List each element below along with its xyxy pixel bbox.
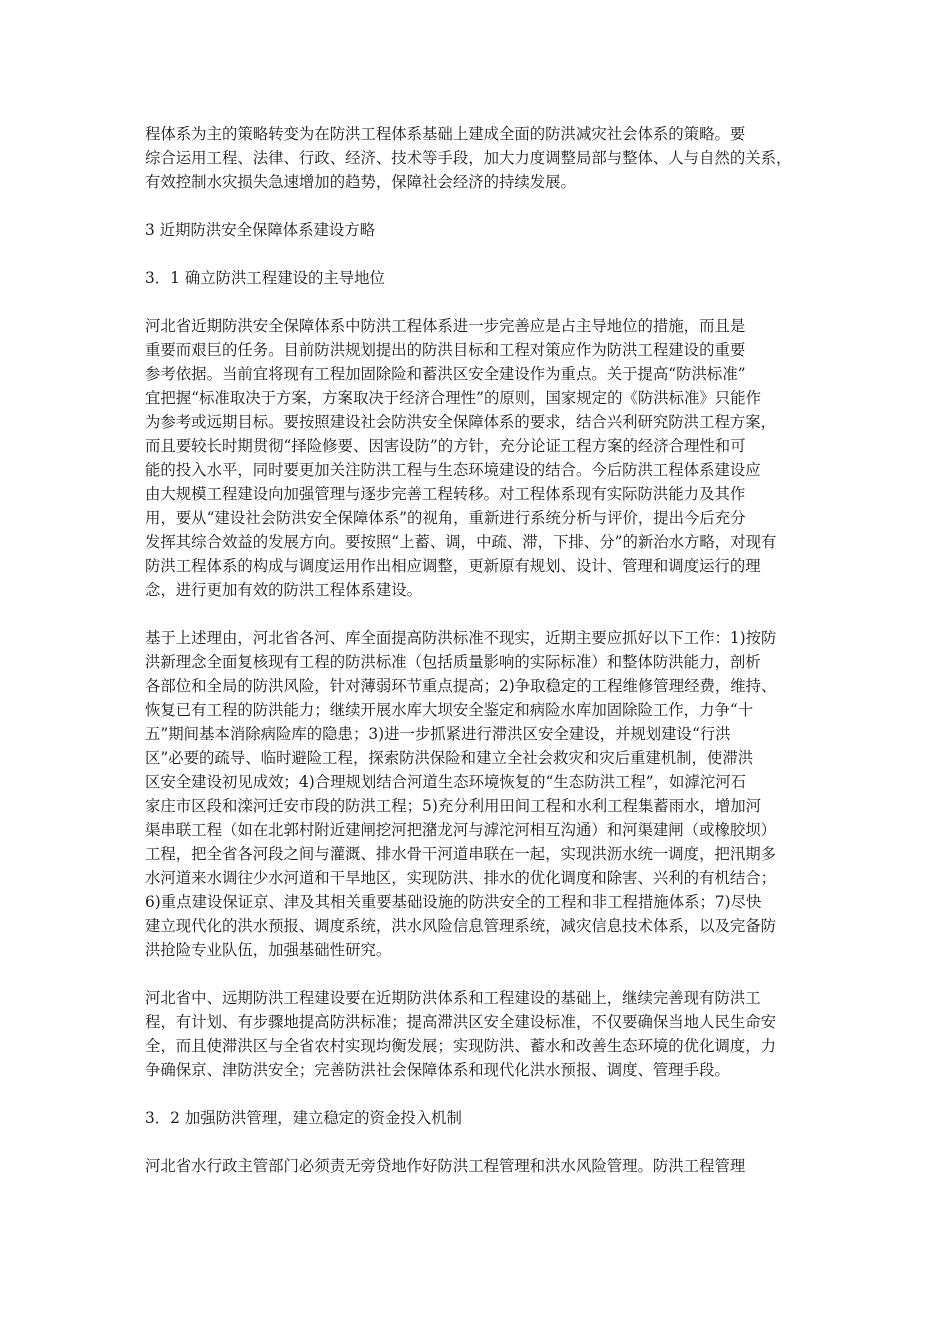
paragraph-management: 河北省水行政主管部门必须责无旁贷地作好防洪工程管理和洪水风险管理。防洪工程管理 (145, 1157, 746, 1175)
subsection-heading-3-2: 3．2 加强防洪管理，建立稳定的资金投入机制 (145, 1109, 462, 1127)
paragraph-engineering-priority: 河北省近期防洪安全保障体系中防洪工程体系进一步完善应是占主导地位的措施，而且是 重要而艰巨的任务。目前防洪规划提出的防洪目标和工程对策应作为防洪工程建设的重要 参考依据。当前宜将现有工程加固除险和蓄洪区安全建设作为重点。关于提高“防洪标准” 宜把握“标准取决于方案，方案取决于经济合理性”的原则，国家规定的《防洪标准》只能作 为参考或远期目标。要按照建设社会防洪安全保障体系的要求，结合兴利研究防洪工程方案， 而且要较长时期贯彻“择险修要、因害设防”的方针，充分论证工程方案的经济合理性和可 能的投入水平，同时要更加关注防洪工程与生态环境建设的结合。今后防洪工程体系建设应 由大规模工程建设向加强管理与逐步完善工程转移。对工程体系现有实际防洪能力及其作 用，要从“建设社会防洪安全保障体系”的视角，重新进行系统分析与评价，提出今后充分 发挥其综合效益的发展方向。要按照“上蓄、调，中疏、滞，下排、分”的新治水方略，对现有 防洪工程体系的构成与调度运用作出相应调整，更新原有规划、设计、管理和调度运行的理 念，进行更加有效的防洪工程体系建设。 (145, 317, 777, 599)
paragraph-mid-long-term: 河北省中、远期防洪工程建设要在近期防洪体系和工程建设的基础上，继续完善现有防洪工 程，有计划、有步骤地提高防洪标准；提高滞洪区安全建设标准，不仅要确保当地人民生命安 全，而且使滞洪区与全省农村实现均衡发展；实现防洪、蓄水和改善生态环境的优化调度，力 争确保京、津防洪安全；完善防洪社会保障体系和现代化洪水预报、调度、管理手段。 (145, 989, 777, 1079)
document-body (145, 122, 812, 1202)
section-heading-3: 3 近期防洪安全保障体系建设方略 (145, 221, 376, 239)
paragraph-strategy-shift: 程体系为主的策略转变为在防洪工程体系基础上建成全面的防洪减灾社会体系的策略。要 综合运用工程、法律、行政、经济、技术等手段，加大力度调整局部与整体、人与自然的关系， 有效控制水灾损失急速增加的趋势，保障社会经济的持续发展。 (145, 125, 792, 191)
subsection-heading-3-1: 3．1 确立防洪工程建设的主导地位 (145, 269, 385, 287)
paragraph-near-term-tasks: 基于上述理由，河北省各河、库全面提高防洪标准不现实，近期主要应抓好以下工作：1)按防 洪新理念全面复核现有工程的防洪标准（包括质量影响的实际标准）和整体防洪能力，剖析 各部位和全局的防洪风险，针对薄弱环节重点提高；2)争取稳定的工程维修管理经费，维持、 恢复已有工程的防洪能力；继续开展水库大坝安全鉴定和病险水库加固除险工作，力争“十 五”期间基本消除病险库的隐患；3)进一步抓紧进行滞洪区安全建设，并规划建设“行洪 区”必要的疏导、临时避险工程，探索防洪保险和建立全社会救灾和灾后重建机制，使滞洪 区安全建设初见成效；4)合理规划结合河道生态环境恢复的“生态防洪工程”，如滹沱河石 家庄市区段和滦河迁安市段的防洪工程；5)充分利用田间工程和水利工程集蓄雨水，增加河 渠串联工程（如在北郭村附近建闸挖河把潴龙河与滹沱河相互沟通）和河渠建闸（或橡胶坝） 工程，把全省各河段之间与灌溉、排水骨干河道串联在一起，实现洪沥水统一调度，把汛期多 水河道来水调往少水河道和干旱地区，实现防洪、排水的优化调度和除害、兴利的有机结合； 6)重点建设保证京、津及其相关重要基础设施的防洪安全的工程和非工程措施体系；7)尽快 建立现代化的洪水预报、调度系统，洪水风险信息管理系统，减灾信息技术体系，以及完备防 洪抢险专业队伍，加强基础性研究。 (145, 629, 777, 959)
